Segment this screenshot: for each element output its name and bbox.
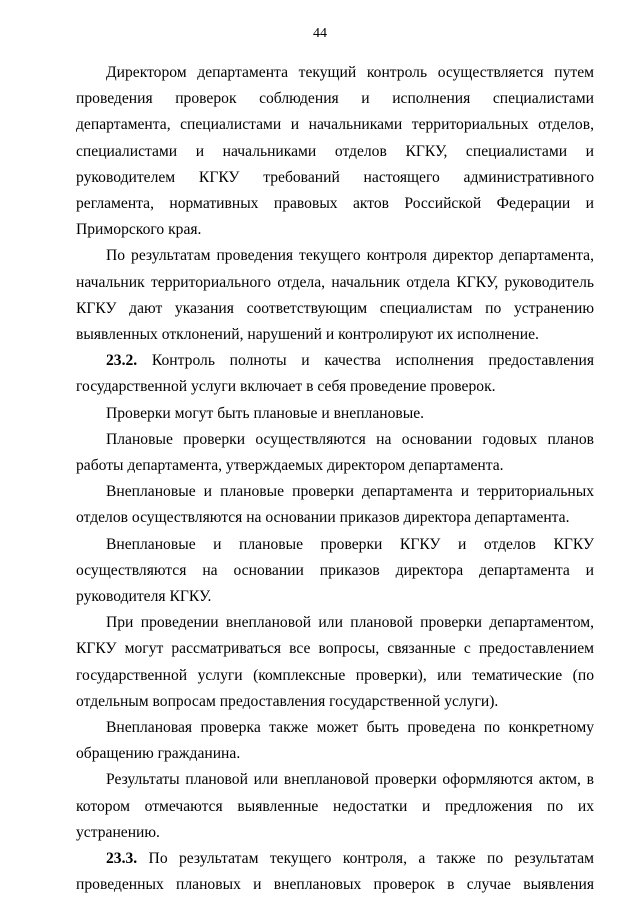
paragraph-text: Контроль полноты и качества исполнения предоставления государственной услуги включает в себя проведение проверок.: [76, 352, 594, 396]
paragraph-citizen-appeal: [76, 715, 594, 767]
paragraph-kgku-checks: [76, 532, 594, 611]
paragraph-text: Внеплановая проверка также может быть проведена по конкретному обращению гражданина.: [76, 719, 594, 763]
paragraph-text: Проверки могут быть плановые и внеплановые.: [106, 404, 425, 422]
paragraph-23-3: [76, 846, 594, 898]
paragraph-check-scope: [76, 610, 594, 715]
paragraph-text: При проведении внеплановой или плановой проверки департаментом, КГКУ могут рассматриваться все вопросы, связанные с предоставлением государственной услуги (комплексные проверки), или тематические (по отдельным вопросам предоставления государственной услуги).: [76, 614, 594, 710]
paragraph-text: По результатам текущего контроля, а также по результатам проведенных плановых и внеплановых проверок в случае выявления: [76, 850, 594, 894]
paragraph-23-2: [76, 348, 594, 400]
paragraph-planned-checks: [76, 427, 594, 479]
paragraph-text: Внеплановые и плановые проверки департамента и территориальных отделов осуществляются на основании приказов директора департамента.: [76, 483, 594, 527]
paragraph-check-act: [76, 767, 594, 846]
paragraph-control-results: [76, 243, 594, 348]
paragraph-text: Результаты плановой или внеплановой проверки оформляются актом, в котором отмечаются выявленные недостатки и предложения по их устранению.: [76, 771, 594, 841]
clause-number: 23.3.: [106, 850, 138, 868]
paragraph-text: Директором департамента текущий контроль осуществляется путем проведения проверок соблюдения и исполнения специалистами департамента, специалистами и начальниками территориальных отделов, специалистами и начальниками отделов КГКУ, специалистами и руководителем КГКУ требований настоящего административного регламента, нормативных правовых актов Российской Федерации и Приморского края.: [76, 64, 594, 239]
paragraph-check-types: [76, 401, 594, 427]
paragraph-text: Внеплановые и плановые проверки КГКУ и отделов КГКУ осуществляются на основании приказов директора департамента и руководителя КГКУ.: [76, 535, 594, 606]
paragraph-director-control: [76, 60, 594, 243]
paragraph-department-checks: [76, 479, 594, 531]
page-number: 44: [313, 26, 327, 41]
document-body: [76, 60, 594, 899]
paragraph-text: По результатам проведения текущего контроля директор департамента, начальник территориального отдела, начальник отдела КГКУ, руководитель КГКУ дают указания соответствующим специалистам по устранению выявленных отклонений, нарушений и контролируют их исполнение.: [76, 247, 594, 344]
clause-number: 23.2.: [106, 352, 138, 370]
paragraph-text: Плановые проверки осуществляются на основании годовых планов работы департамента, утверждаемых директором департамента.: [76, 430, 594, 475]
